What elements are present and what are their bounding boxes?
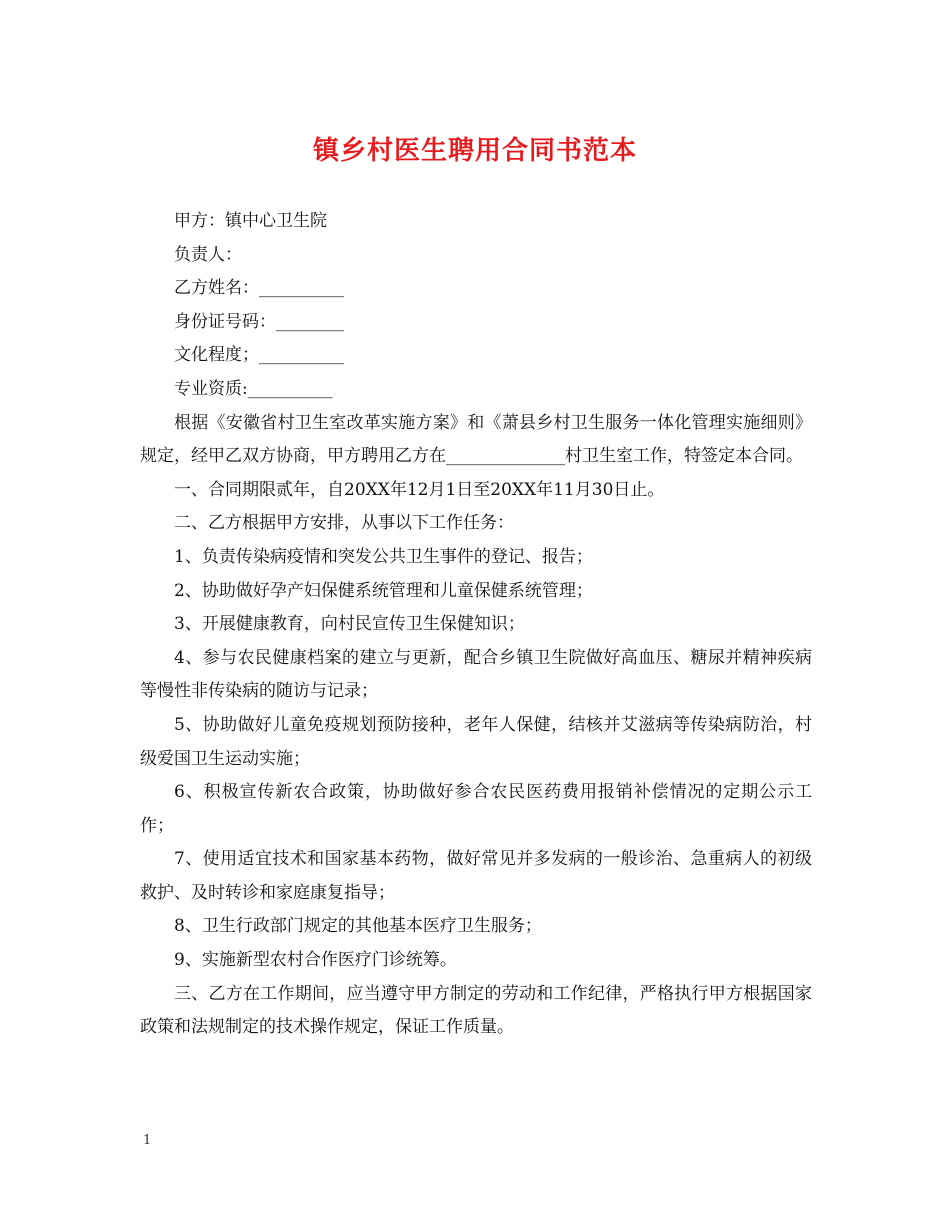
page-number: 1 — [143, 1133, 152, 1148]
duty-item: 2、协助做好孕产妇保健系统管理和儿童保健系统管理； — [174, 580, 593, 601]
education-level-line: 文化程度；__________ — [174, 345, 344, 366]
party-b-name-line: 乙方姓名：__________ — [174, 278, 344, 299]
responsible-person-line: 负责人： — [174, 244, 242, 265]
clause-term: 一、合同期限贰年，自20XX年12月1日至20XX年11月30日止。 — [174, 479, 665, 500]
duty-item: 1、负责传染病疫情和突发公共卫生事件的登记、报告； — [174, 546, 593, 567]
clause-duties-heading: 二、乙方根据甲方安排，从事以下工作任务： — [174, 513, 514, 534]
qualification-line: 专业资质:__________ — [174, 378, 333, 399]
party-a-line: 甲方：镇中心卫生院 — [174, 211, 327, 231]
document-body — [140, 205, 812, 1045]
duty-item: 3、开展健康教育，向村民宣传卫生保健知识； — [174, 614, 525, 635]
preamble-paragraph: 根据《安徽省村卫生室改革实施方案》和《萧县乡村卫生服务一体化管理实施细则》规定，经甲乙双方协商，甲方聘用乙方在______________村卫生室工作，特签定本合同。 — [140, 412, 812, 467]
duty-item: 8、卫生行政部门规定的其他基本医疗卫生服务； — [174, 916, 542, 937]
duty-item: 5、协助做好儿童免疫规划预防接种，老年人保健，结核并艾滋病等传染病防治，村级爱国卫生运动实施； — [140, 714, 812, 769]
clause-discipline: 三、乙方在工作期间，应当遵守甲方制定的劳动和工作纪律，严格执行甲方根据国家政策和法规制定的技术操作规定，保证工作质量。 — [140, 983, 812, 1038]
duty-item: 9、实施新型农村合作医疗门诊统筹。 — [174, 950, 457, 971]
duty-item: 6、积极宣传新农合政策，协助做好参合农民医药费用报销补偿情况的定期公示工作； — [140, 782, 812, 836]
duty-item: 4、参与农民健康档案的建立与更新，配合乡镇卫生院做好高血压、糖尿并精神疾病等慢性非传染病的随访与记录； — [140, 647, 812, 702]
duty-item: 7、使用适宜技术和国家基本药物，做好常见并多发病的一般诊治、急重病人的初级救护、及时转诊和家庭康复指导； — [140, 849, 812, 903]
document-title: 镇乡村医生聘用合同书范本 — [312, 136, 637, 166]
id-number-line: 身份证号码：________ — [174, 311, 344, 332]
